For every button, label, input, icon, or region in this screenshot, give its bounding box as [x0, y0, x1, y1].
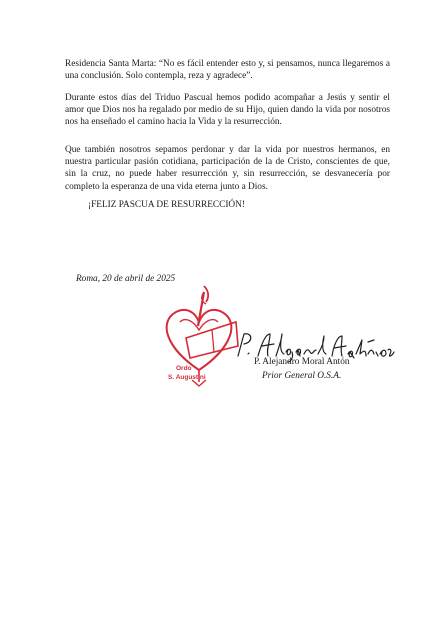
seal-text-ordo: Ordo [176, 365, 192, 372]
signer-title: Prior General O.S.A. [262, 371, 342, 381]
letter-date: Roma, 20 de abril de 2025 [76, 274, 176, 284]
seal-text-augustini: S. Augustini [168, 374, 206, 381]
paragraph-2: Durante estos días del Triduo Pascual hemos podido acompañar a Jesús y sentir el amor que Dios nos ha regalado por medio de su Hijo, quien dando la vida por nosotros nos ha enseñado el camino hacia la Vida y la resurrección. [65, 93, 390, 128]
signer-name: P. Alejandro Moral Antón [254, 357, 350, 367]
easter-greeting: ¡FELIZ PASCUA DE RESURRECCIÓN! [88, 200, 245, 210]
paragraph-3: Que también nosotros sepamos perdonar y dar la vida por nuestros hermanos, en nuestra particular pasión cotidiana, participación de la de Cristo, conscientes de que, sin la cruz, no puede haber resurrección y, sin resurrección, se desvanecería por completo la esperanza de una vida eterna junto a Dios. [65, 145, 390, 192]
paragraph-1: Residencia Santa Marta: “No es fácil entender esto y, si pensamos, nunca llegaremos a una conclusión. Solo contempla, reza y agradece”. [65, 59, 390, 82]
